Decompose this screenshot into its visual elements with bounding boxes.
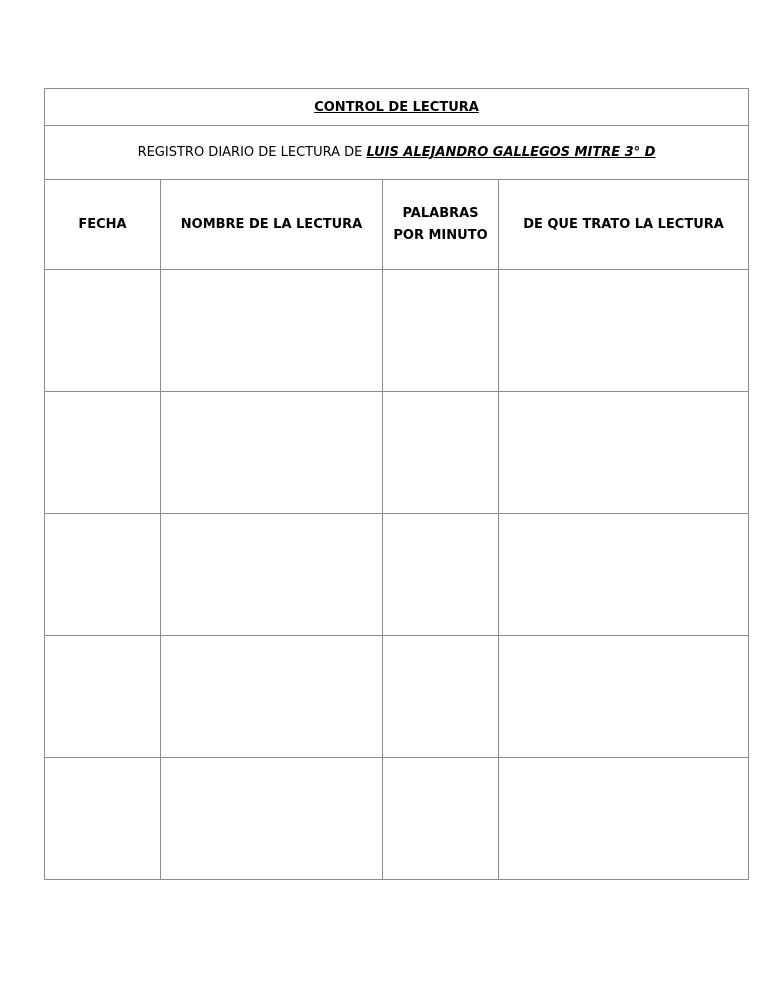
document-title: CONTROL DE LECTURA <box>314 99 479 115</box>
register-row <box>45 126 749 180</box>
table-row <box>45 758 749 880</box>
nombre-cell[interactable] <box>161 758 383 880</box>
trato-cell[interactable] <box>499 758 749 880</box>
palabras-cell[interactable] <box>383 514 499 636</box>
fecha-cell[interactable] <box>45 392 161 514</box>
header-trato: DE QUE TRATO LA LECTURA <box>499 180 749 270</box>
header-fecha: FECHA <box>45 180 161 270</box>
palabras-cell[interactable] <box>383 758 499 880</box>
fecha-cell[interactable] <box>45 514 161 636</box>
palabras-cell[interactable] <box>383 270 499 392</box>
title-row <box>45 89 749 126</box>
reading-log-table <box>44 88 749 880</box>
header-palabras-line2: POR MINUTO <box>393 227 488 243</box>
nombre-cell[interactable] <box>161 514 383 636</box>
header-nombre: NOMBRE DE LA LECTURA <box>161 180 383 270</box>
header-palabras-line1: PALABRAS <box>402 205 479 221</box>
table-row <box>45 392 749 514</box>
table-row <box>45 514 749 636</box>
nombre-cell[interactable] <box>161 636 383 758</box>
palabras-cell[interactable] <box>383 392 499 514</box>
header-palabras <box>383 180 499 270</box>
table-row <box>45 636 749 758</box>
fecha-cell[interactable] <box>45 270 161 392</box>
fecha-cell[interactable] <box>45 758 161 880</box>
trato-cell[interactable] <box>499 636 749 758</box>
register-prefix: REGISTRO DIARIO DE LECTURA DE <box>137 145 363 160</box>
trato-cell[interactable] <box>499 392 749 514</box>
header-row <box>45 180 749 270</box>
register-cell <box>45 126 749 180</box>
title-cell <box>45 89 749 126</box>
trato-cell[interactable] <box>499 514 749 636</box>
student-name: LUIS ALEJANDRO GALLEGOS MITRE 3° D <box>366 145 656 160</box>
table-row <box>45 270 749 392</box>
nombre-cell[interactable] <box>161 392 383 514</box>
palabras-cell[interactable] <box>383 636 499 758</box>
fecha-cell[interactable] <box>45 636 161 758</box>
trato-cell[interactable] <box>499 270 749 392</box>
nombre-cell[interactable] <box>161 270 383 392</box>
